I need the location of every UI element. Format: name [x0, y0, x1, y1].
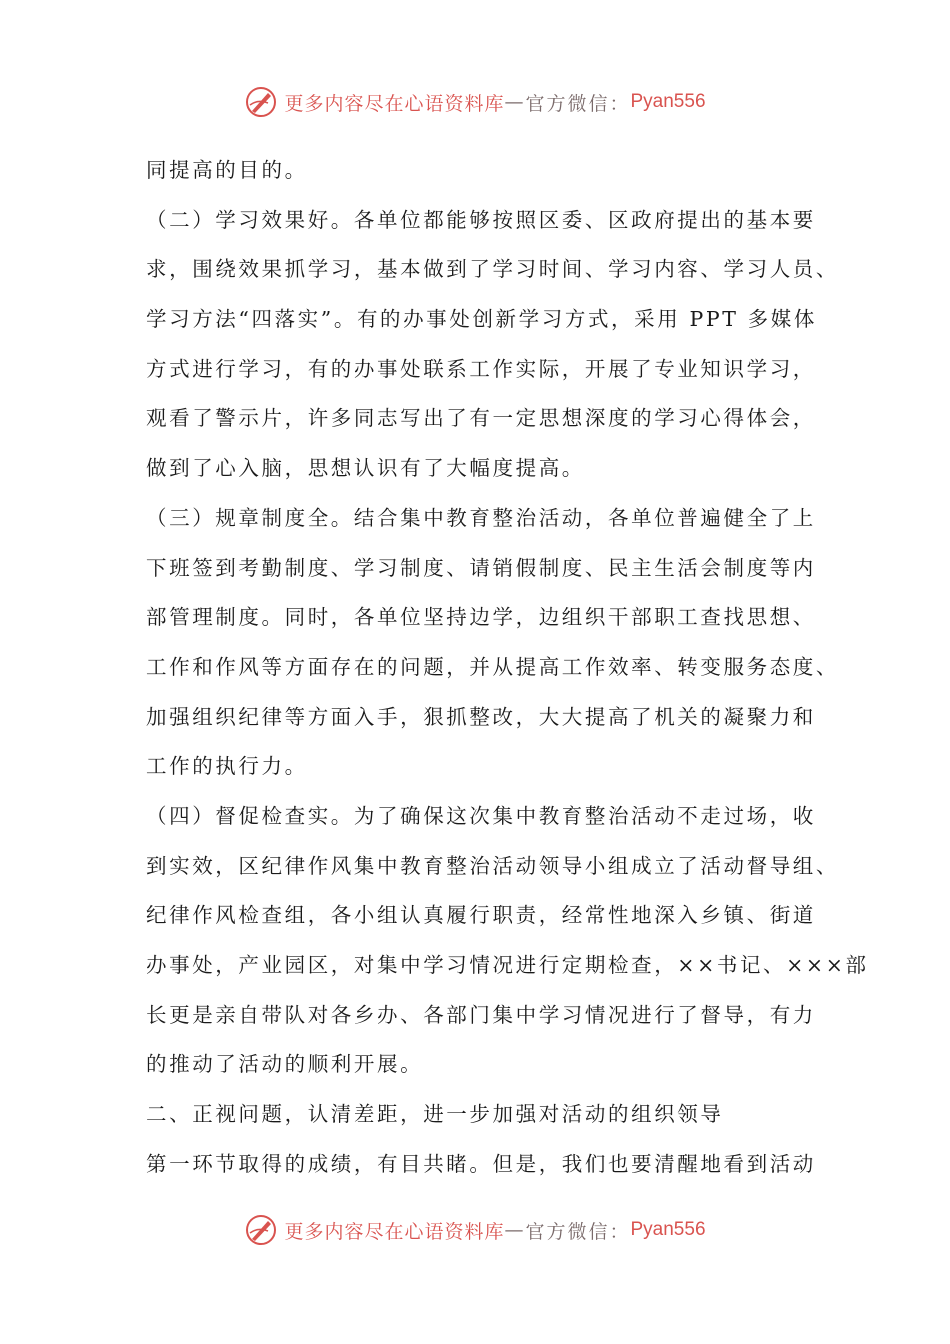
- text-line: 同提高的目的。: [146, 158, 308, 182]
- header-banner: [0, 82, 950, 122]
- text-line: 第一环节取得的成绩，有目共睹。但是，我们也要清醒地看到活动: [146, 1151, 816, 1176]
- document-body: [146, 146, 869, 1189]
- text-line: 长更是亲自带队对各乡办、各部门集中学习情况进行了督导，有力: [146, 1002, 816, 1027]
- header-dash: —: [504, 91, 526, 113]
- text-line: 办事处，产业园区，对集中学习情况进行定期检查，××书记、×××部: [146, 953, 869, 977]
- footer-wechat-label: 官方微信：: [525, 1220, 631, 1243]
- header-site-text: 更多内容尽在心语资料库: [284, 92, 505, 115]
- header-wechat-label: 官方微信：: [525, 92, 631, 115]
- pen-logo-icon: [244, 1213, 278, 1247]
- text-line: 的推动了活动的顺利开展。: [146, 1052, 424, 1077]
- text-line: （四）督促检查实。为了确保这次集中教育整治活动不走过场，收: [146, 803, 816, 828]
- text-line: 学习方法“四落实”。有的办事处创新学习方式，采用 PPT 多媒体: [146, 307, 817, 332]
- text-line: 下班签到考勤制度、学习制度、请销假制度、民主生活会制度等内: [146, 555, 816, 580]
- footer-site-text: 更多内容尽在心语资料库: [284, 1220, 505, 1243]
- footer-wechat-id: Pyan556: [630, 1219, 706, 1240]
- text-line: 工作和作风等方面存在的问题，并从提高工作效率、转变服务态度、: [146, 654, 839, 679]
- text-line: 观看了警示片，许多同志写出了有一定思想深度的学习心得体会，: [146, 406, 816, 431]
- footer-dash: —: [504, 1219, 526, 1241]
- text-line: 工作的执行力。: [146, 754, 308, 779]
- text-line: 加强组织纪律等方面入手，狠抓整改，大大提高了机关的凝聚力和: [146, 704, 816, 729]
- footer-banner: [0, 1210, 950, 1250]
- text-line: 做到了心入脑，思想认识有了大幅度提高。: [146, 456, 585, 481]
- pen-logo-icon: [244, 85, 278, 119]
- text-line: （三）规章制度全。结合集中教育整治活动，各单位普遍健全了上: [146, 505, 816, 530]
- header-wechat-id: Pyan556: [630, 91, 706, 112]
- section-heading: 二、正视问题，认清差距，进一步加强对活动的组织领导: [146, 1102, 724, 1127]
- text-line: 求，围绕效果抓学习，基本做到了学习时间、学习内容、学习人员、: [146, 257, 839, 282]
- text-line: （二）学习效果好。各单位都能够按照区委、区政府提出的基本要: [146, 207, 816, 232]
- text-line: 部管理制度。同时，各单位坚持边学，边组织干部职工查找思想、: [146, 605, 816, 630]
- text-line: 方式进行学习，有的办事处联系工作实际，开展了专业知识学习，: [146, 356, 816, 381]
- text-line: 到实效，区纪律作风集中教育整治活动领导小组成立了活动督导组、: [146, 853, 839, 878]
- text-line: 纪律作风检查组，各小组认真履行职责，经常性地深入乡镇、街道: [146, 903, 816, 928]
